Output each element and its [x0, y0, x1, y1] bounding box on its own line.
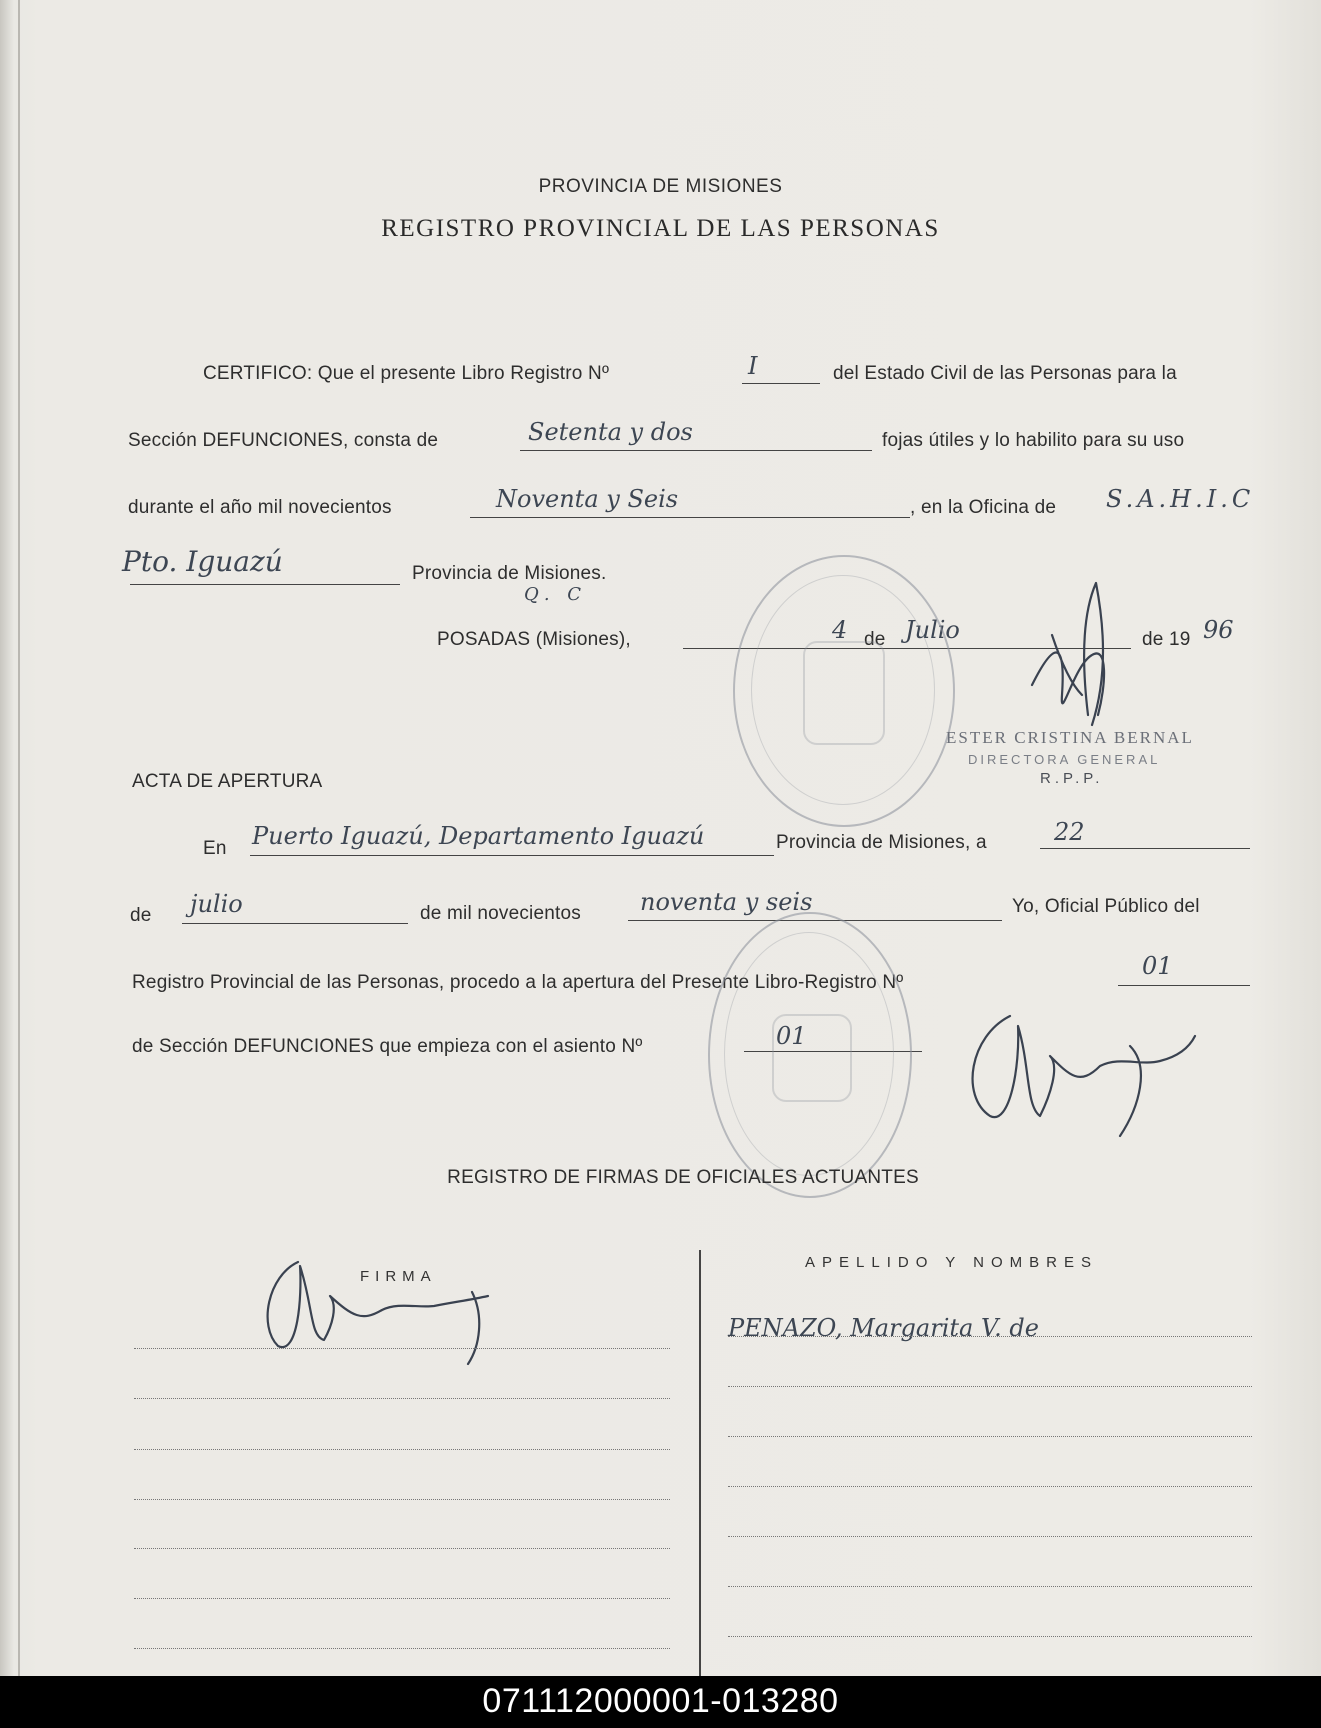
- firma-column-header: FIRMA: [360, 1268, 437, 1285]
- opening-en-label: En: [203, 838, 227, 859]
- names-line: [728, 1636, 1252, 1637]
- director-org: R.P.P.: [1040, 770, 1104, 787]
- opening-line3: Registro Provincial de las Personas, procedo a la apertura del Presente Libro-Registro Nº: [132, 972, 904, 993]
- binding-edge: [18, 0, 20, 1676]
- names-line: [728, 1386, 1252, 1387]
- first-officer-name-hand: PENAZO, Margarita V. de: [728, 1314, 1039, 1342]
- book-number-hand: I: [748, 352, 758, 380]
- date-month-hand: Julio: [905, 616, 960, 644]
- opening-province-label: Provincia de Misiones, a: [776, 832, 987, 853]
- cert-line3-prefix: durante el año mil novecientos: [128, 497, 392, 518]
- registry-heading: REGISTRO PROVINCIAL DE LAS PERSONAS: [381, 215, 940, 242]
- officer-signature: [950, 1006, 1200, 1146]
- book-number-line: [742, 383, 820, 384]
- opening-officer-label: Yo, Oficial Público del: [1012, 896, 1200, 917]
- place-hand: Pto. Iguazú: [122, 545, 283, 578]
- firma-line: [134, 1398, 670, 1399]
- names-line: [728, 1336, 1252, 1337]
- official-seal-stamp: [733, 555, 955, 827]
- opening-month-line: [182, 923, 408, 924]
- names-column-header: APELLIDO Y NOMBRES: [805, 1254, 1099, 1271]
- year-line: [470, 517, 910, 518]
- opening-place-line: [250, 855, 774, 856]
- opening-day-line: [1040, 848, 1250, 849]
- firma-line: [134, 1499, 670, 1500]
- cert-line2-suffix: fojas útiles y lo habilito para su uso: [882, 430, 1185, 451]
- opening-de-label: de: [130, 905, 152, 926]
- cert-line4-suffix: Provincia de Misiones.: [412, 563, 607, 584]
- firma-line: [134, 1548, 670, 1549]
- opening-title: ACTA DE APERTURA: [132, 771, 323, 792]
- opening-month-hand: julio: [190, 890, 243, 918]
- office-seal-stamp: [708, 912, 912, 1198]
- firma-line: [134, 1348, 670, 1349]
- cert-line2-prefix: Sección DEFUNCIONES, consta de: [128, 430, 439, 451]
- firma-line: [134, 1449, 670, 1450]
- opening-day-hand: 22: [1054, 818, 1085, 846]
- note-hand: Q. C: [524, 584, 588, 605]
- opening-line4: de Sección DEFUNCIONES que empieza con el asiento Nº: [132, 1036, 643, 1057]
- opening-book-number-hand: 01: [1142, 952, 1173, 980]
- year-hand: 96: [1203, 616, 1234, 644]
- opening-year-hand: noventa y seis: [640, 888, 813, 916]
- date-day-hand: 4: [832, 616, 848, 644]
- pages-line: [520, 450, 872, 451]
- city-label: POSADAS (Misiones),: [437, 629, 631, 650]
- opening-book-line: [1118, 985, 1250, 986]
- firma-line: [134, 1648, 670, 1649]
- firma-line: [134, 1598, 670, 1599]
- names-line: [728, 1536, 1252, 1537]
- date-de-label: de: [864, 629, 886, 650]
- year-words-hand: Noventa y Seis: [496, 485, 679, 513]
- place-line: [130, 584, 400, 585]
- firma-signature: [258, 1256, 508, 1371]
- director-title: DIRECTORA GENERAL: [968, 752, 1161, 767]
- opening-place-hand: Puerto Iguazú, Departamento Iguazú: [252, 822, 705, 850]
- column-divider: [699, 1250, 701, 1676]
- year-label: de 19: [1142, 629, 1191, 650]
- names-line: [728, 1586, 1252, 1587]
- cert-line3-mid: , en la Oficina de: [910, 497, 1057, 518]
- office-hand: S.A.H.I.C: [1106, 485, 1255, 513]
- names-line: [728, 1486, 1252, 1487]
- opening-entry-number-hand: 01: [776, 1022, 807, 1050]
- footer-bar: [0, 1676, 1321, 1728]
- signatures-title: REGISTRO DE FIRMAS DE OFICIALES ACTUANTES: [447, 1167, 919, 1188]
- pages-count-hand: Setenta y dos: [528, 418, 693, 446]
- cert-line1-suffix: del Estado Civil de las Personas para la: [833, 363, 1177, 384]
- province-heading: PROVINCIA DE MISIONES: [538, 176, 783, 197]
- opening-year-label: de mil novecientos: [420, 903, 581, 924]
- director-name: ESTER CRISTINA BERNAL: [946, 728, 1194, 747]
- cert-line1-prefix: CERTIFICO: Que el presente Libro Registro Nº: [203, 363, 610, 384]
- document-code: 071112000001-013280: [482, 1682, 839, 1720]
- names-line: [728, 1436, 1252, 1437]
